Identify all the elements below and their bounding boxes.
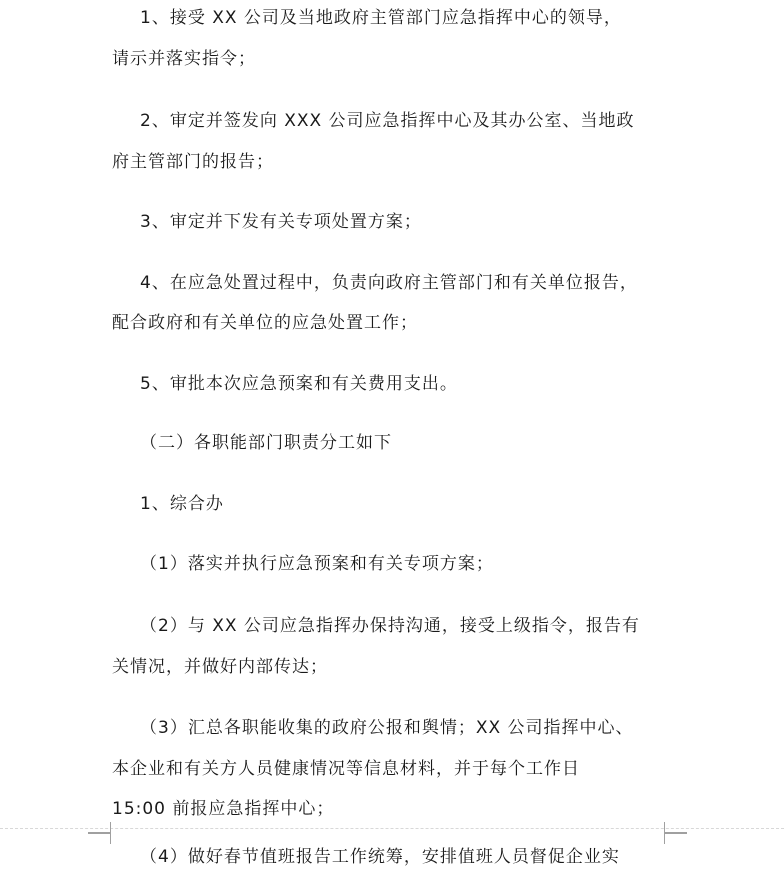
page-corner-mark <box>88 822 111 833</box>
paragraph-line: 4、在应急处置过程中，负责向政府主管部门和有关单位报告， <box>140 273 638 293</box>
paragraph-line: （2）与 XX 公司应急指挥办保持沟通，接受上级指令，报告有 <box>140 616 640 636</box>
page-corner-mark <box>664 822 687 833</box>
paragraph-line: 15:00 前报应急指挥中心； <box>112 799 335 819</box>
section-heading: （二）各职能部门职责分工如下 <box>140 433 392 453</box>
paragraph-line: 3、审定并下发有关专项处置方案； <box>140 212 422 232</box>
paragraph-line: （1）落实并执行应急预案和有关专项方案； <box>140 554 494 574</box>
paragraph-line: 府主管部门的报告； <box>112 152 274 172</box>
paragraph-line: 本企业和有关方人员健康情况等信息材料，并于每个工作日 <box>112 759 580 779</box>
page-corner-mark <box>88 833 111 844</box>
page-corner-mark <box>664 833 687 844</box>
paragraph-line: 2、审定并签发向 XXX 公司应急指挥中心及其办公室、当地政 <box>140 111 635 131</box>
paragraph-line: 请示并落实指令； <box>112 49 256 69</box>
subsection-heading: 1、综合办 <box>140 494 224 514</box>
paragraph-line: 1、接受 XX 公司及当地政府主管部门应急指挥中心的领导， <box>140 8 622 28</box>
paragraph-line: 配合政府和有关单位的应急处置工作； <box>112 313 418 333</box>
paragraph-line: 关情况，并做好内部传达； <box>112 657 328 677</box>
paragraph-line: （3）汇总各职能收集的政府公报和舆情；XX 公司指挥中心、 <box>140 718 634 738</box>
paragraph-line: （4）做好春节值班报告工作统筹，安排值班人员督促企业实 <box>140 847 620 867</box>
paragraph-line: 5、审批本次应急预案和有关费用支出。 <box>140 374 458 394</box>
